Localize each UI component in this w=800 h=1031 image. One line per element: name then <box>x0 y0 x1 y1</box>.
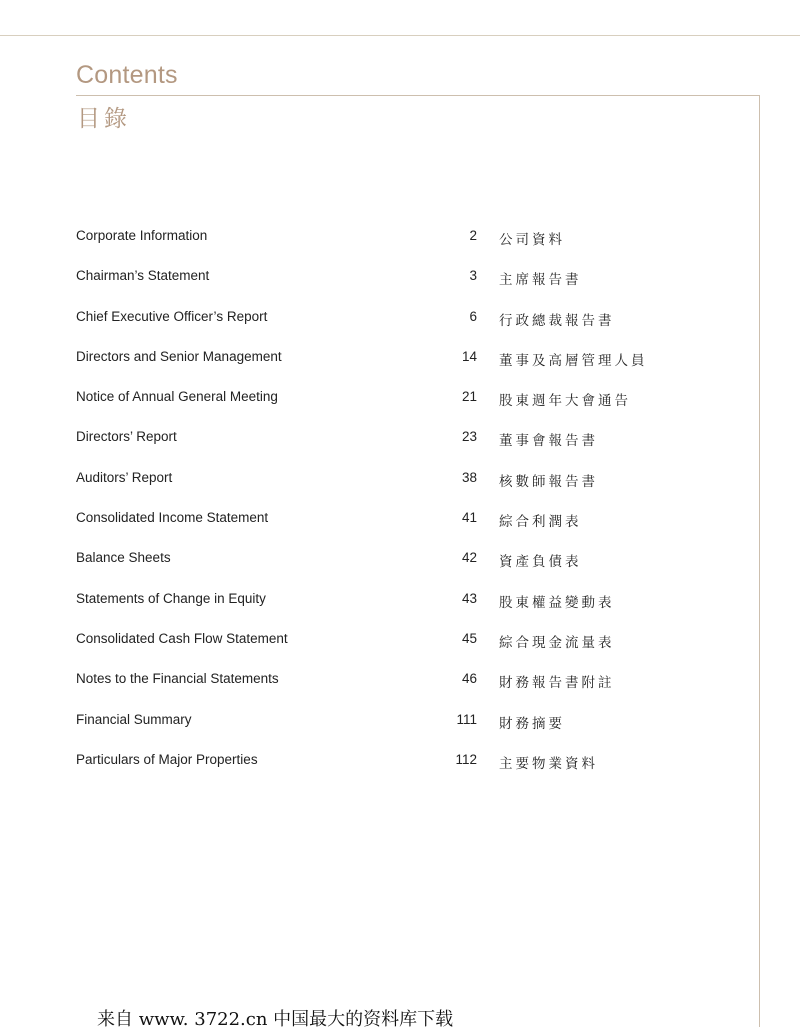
toc-entry-financial-summary[interactable] <box>76 712 676 752</box>
toc-entry-page-number: 42 <box>461 550 477 566</box>
toc-entry-chinese-title: 董事會報告書 <box>499 433 598 450</box>
toc-entry-chinese-title: 董事及高層管理人員 <box>499 352 648 369</box>
toc-entry-balance-sheets[interactable] <box>76 550 676 590</box>
toc-entry-page-number: 43 <box>461 590 477 606</box>
toc-entry-notice-agm[interactable] <box>76 389 676 429</box>
frame-top-border <box>76 95 760 96</box>
table-of-contents <box>76 228 676 792</box>
toc-entry-chinese-title: 股東權益變動表 <box>499 594 615 611</box>
frame-right-border <box>759 95 760 1027</box>
toc-entry-statements-change-equity[interactable] <box>76 591 676 631</box>
toc-entry-title: Balance Sheets <box>76 550 171 566</box>
toc-entry-chinese-title: 綜合利潤表 <box>499 514 582 531</box>
toc-entry-title: Chairman’s Statement <box>76 268 210 284</box>
toc-entry-page-number: 38 <box>461 469 477 485</box>
toc-entry-title: Notes to the Financial Statements <box>76 671 279 687</box>
toc-entry-page-number: 21 <box>461 389 477 405</box>
toc-entry-notes-financial-statements[interactable] <box>76 671 676 711</box>
page-title-english: Contents <box>76 61 178 89</box>
toc-entry-chinese-title: 財務摘要 <box>499 715 565 732</box>
toc-entry-page-number: 3 <box>469 268 477 284</box>
top-divider <box>0 35 800 36</box>
toc-entry-chinese-title: 行政總裁報告書 <box>499 312 615 329</box>
toc-entry-chinese-title: 綜合現金流量表 <box>499 634 615 651</box>
download-source-note: 来自 www. 3722.cn 中国最大的资料库下载 <box>97 1009 454 1030</box>
toc-entry-title: Consolidated Cash Flow Statement <box>76 630 288 646</box>
toc-entry-page-number: 6 <box>469 308 477 324</box>
toc-entry-title: Corporate Information <box>76 228 208 243</box>
toc-entry-chairmans-statement[interactable] <box>76 268 676 308</box>
toc-entry-chinese-title: 資產負債表 <box>499 554 582 571</box>
toc-entry-major-properties[interactable] <box>76 752 676 792</box>
toc-entry-title: Chief Executive Officer’s Report <box>76 308 268 324</box>
toc-entry-corporate-information[interactable] <box>76 228 676 268</box>
toc-entry-title: Consolidated Income Statement <box>76 510 269 526</box>
toc-entry-chinese-title: 主要物業資料 <box>499 755 598 772</box>
toc-entry-directors-senior-management[interactable] <box>76 349 676 389</box>
toc-entry-title: Notice of Annual General Meeting <box>76 389 278 405</box>
toc-entry-chinese-title: 核數師報告書 <box>499 473 598 490</box>
toc-entry-title: Particulars of Major Properties <box>76 751 258 767</box>
toc-entry-title: Directors and Senior Management <box>76 348 282 364</box>
toc-entry-page-number: 14 <box>461 348 477 364</box>
toc-entry-page-number: 23 <box>461 429 477 445</box>
toc-entry-page-number: 41 <box>461 510 477 526</box>
toc-entry-chinese-title: 公司資料 <box>499 232 565 248</box>
toc-entry-consolidated-cash-flow[interactable] <box>76 631 676 671</box>
toc-entry-title: Directors’ Report <box>76 429 177 445</box>
toc-entry-page-number: 46 <box>461 671 477 687</box>
toc-entry-page-number: 112 <box>455 751 477 767</box>
toc-entry-chinese-title: 財務報告書附註 <box>499 675 615 692</box>
page-title-chinese: 目錄 <box>77 106 131 132</box>
toc-entry-consolidated-income-statement[interactable] <box>76 510 676 550</box>
toc-entry-ceo-report[interactable] <box>76 309 676 349</box>
toc-entry-directors-report[interactable] <box>76 429 676 469</box>
toc-entry-page-number: 111 <box>456 711 477 727</box>
toc-entry-title: Statements of Change in Equity <box>76 590 266 606</box>
toc-entry-auditors-report[interactable] <box>76 470 676 510</box>
toc-entry-page-number: 2 <box>469 228 477 243</box>
toc-entry-title: Auditors’ Report <box>76 469 173 485</box>
toc-entry-page-number: 45 <box>461 630 477 646</box>
toc-entry-chinese-title: 主席報告書 <box>499 272 582 289</box>
toc-entry-chinese-title: 股東週年大會通告 <box>499 393 631 410</box>
toc-entry-title: Financial Summary <box>76 711 192 727</box>
